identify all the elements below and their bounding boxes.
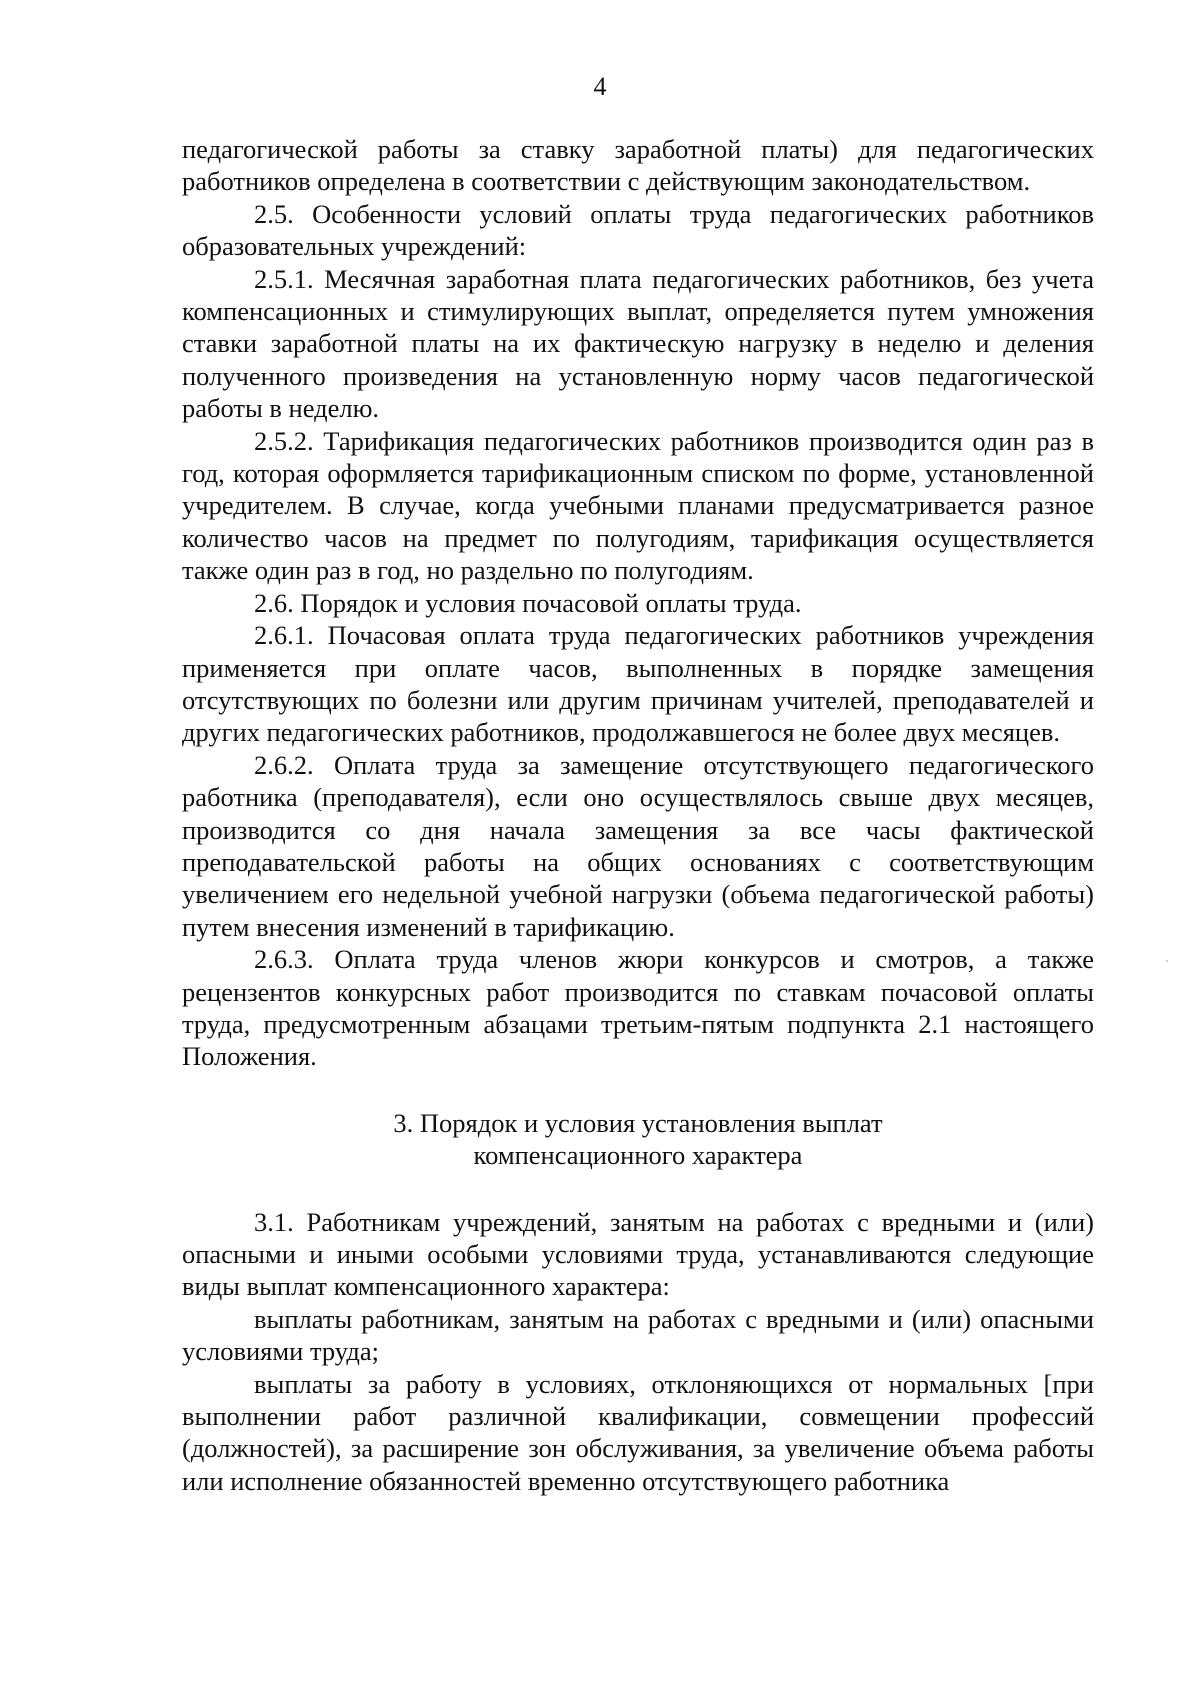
section-heading — [182, 1107, 1094, 1172]
scan-speck — [1166, 960, 1168, 962]
page-number: 4 — [593, 72, 607, 101]
paragraph-3-1: 3.1. Работникам учреждений, занятым на работах с вредными и (или) опасными и иными особыми условиями труда, устанавливаются следующие виды выплат компенсационного характера: — [182, 1206, 1094, 1302]
paragraph-abnormal-conditions: выплаты за работу в условиях, отклоняющихся от нормальных [при выполнении работ различной квалификации, совмещении профессий (должностей), за расширение зон обслуживания, за увеличение объема работы или исполнение обязанностей временно отсутствующего работника — [182, 1368, 1094, 1496]
section-heading-line-2: компенсационного характера — [473, 1140, 803, 1171]
paragraph-2-6: 2.6. Порядок и условия почасовой оплаты труда. — [254, 587, 802, 618]
document-body — [182, 133, 1094, 1497]
paragraph-2-6-3: 2.6.3. Оплата труда членов жюри конкурсов и смотров, а также рецензентов конкурсных работ производится по ставкам почасовой оплаты труда, предусмотренным абзацами третьим-пятым подпункта 2.1 настоящего Положения. — [182, 944, 1094, 1072]
paragraph-2-5-1: 2.5.1. Месячная заработная плата педагогических работников, без учета компенсационных и стимулирующих выплат, определяется путем умножения ставки заработной платы на их фактическую нагрузку в неделю и деления полученного произведения на установленную норму часов педагогической работы в неделю. — [182, 263, 1094, 424]
paragraph-2-6-1: 2.6.1. Почасовая оплата труда педагогических работников учреждения применяется при оплате часов, выполненных в порядке замещения отсутствующих по болезни или другим причинам учителей, преподавателей и других педагогических работников, продолжавшегося не более двух месяцев. — [182, 620, 1094, 748]
paragraph-2-5: 2.5. Особенности условий оплаты труда педагогических работников образовательных учреждений: — [182, 198, 1094, 262]
section-heading-line-1: 3. Порядок и условия установления выплат — [393, 1107, 883, 1138]
paragraph-2-5-2: 2.5.2. Тарификация педагогических работников производится один раз в год, которая оформляется тарификационным списком по форме, установленной учредителем. В случае, когда учебными планами предусматривается разное количество часов на предмет по полугодиям, тарификация осуществляется также один раз в год, но раздельно по полугодиям. — [182, 425, 1094, 586]
paragraph-hazard-payments: выплаты работникам, занятым на работах с вредными и (или) опасными условиями труда; — [182, 1303, 1094, 1367]
paragraph-0: педагогической работы за ставку заработной платы) для педагогических работников определена в соответствии с действующим законодательством. — [182, 134, 1094, 197]
paragraph-2-6-2: 2.6.2. Оплата труда за замещение отсутствующего педагогического работника (преподавателя), если оно осуществлялось свыше двух месяцев, производится со дня начала замещения за все часы фактической преподавательской работы на общих основаниях с соответствующим увеличением его недельной учебной нагрузки (объема педагогической работы) путем внесения изменений в тарификацию. — [182, 749, 1094, 942]
